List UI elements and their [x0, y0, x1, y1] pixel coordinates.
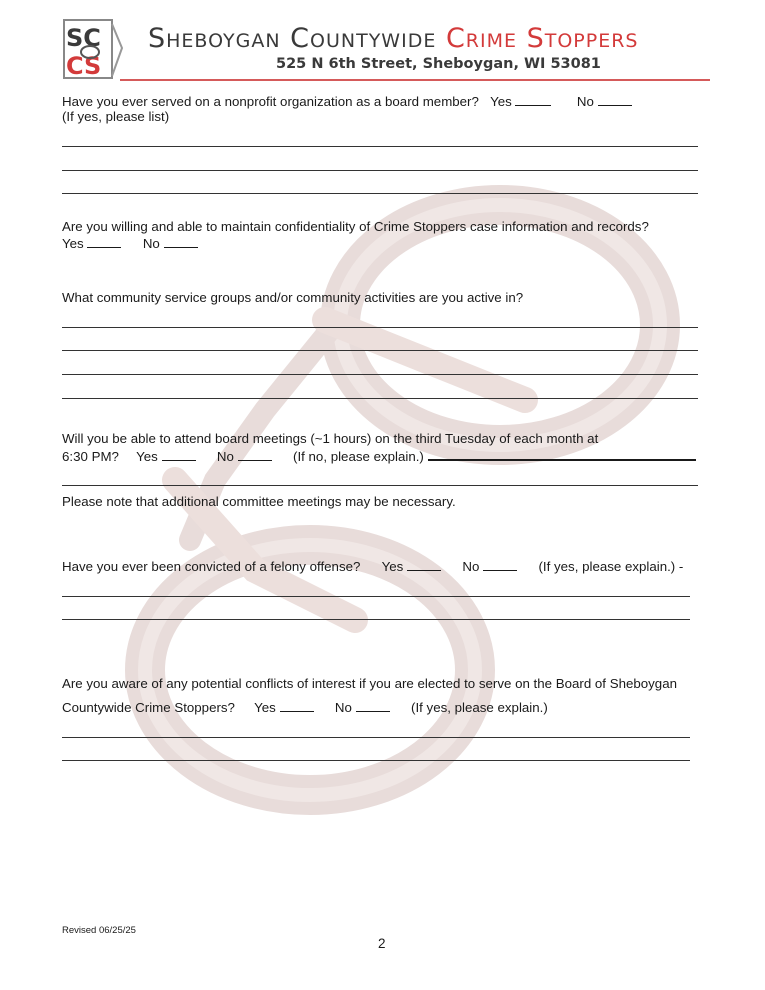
answer-line[interactable] [62, 398, 698, 399]
answer-line[interactable] [62, 760, 690, 761]
meetings-no-label: No [216, 449, 234, 464]
community-question: What community service groups and/or community activities are you active in? [62, 290, 524, 305]
confidentiality-yes-blank[interactable] [87, 235, 121, 248]
svg-text:SC: SC [66, 24, 101, 52]
organization-name [148, 24, 638, 54]
meetings-explain-blank[interactable] [428, 447, 696, 461]
meetings-yes-blank[interactable] [162, 448, 196, 461]
answer-line[interactable] [62, 737, 690, 738]
conflicts-note: (If yes, please explain.) [411, 700, 548, 715]
felony-no-blank[interactable] [483, 558, 517, 571]
meetings-yes-label: Yes [136, 449, 158, 464]
conflicts-yes-label: Yes [254, 700, 276, 715]
board-member-no-label: No [576, 94, 594, 109]
meetings-note: (If no, please explain.) [293, 449, 424, 464]
meetings-no-blank[interactable] [238, 448, 272, 461]
answer-line[interactable] [62, 327, 698, 328]
revision-date: Revised 06/25/25 [62, 925, 136, 936]
felony-no-label: No [462, 559, 480, 574]
sccs-logo [62, 18, 126, 82]
board-member-yes-label: Yes [490, 94, 512, 109]
organization-address: 525 N 6th Street, Sheboygan, WI 53081 [276, 56, 601, 72]
answer-line[interactable] [62, 170, 698, 171]
answer-line[interactable] [62, 193, 698, 194]
answer-line[interactable] [62, 350, 698, 351]
answer-line[interactable] [62, 485, 698, 486]
answer-line[interactable] [62, 374, 698, 375]
confidentiality-no-blank[interactable] [164, 235, 198, 248]
felony-text: Have you ever been convicted of a felony offense? [62, 559, 361, 574]
answer-line[interactable] [62, 619, 690, 620]
letterhead [62, 18, 712, 83]
confidentiality-options [62, 235, 198, 252]
answer-line[interactable] [62, 146, 698, 147]
meetings-additional-note: Please note that additional committee meetings may be necessary. [62, 494, 456, 509]
board-member-no-blank[interactable] [598, 93, 632, 106]
conflicts-no-blank[interactable] [356, 699, 390, 712]
org-name-part1: Sheboygan Countywide [148, 23, 437, 54]
meetings-options [62, 447, 696, 465]
confidentiality-yes-label: Yes [62, 236, 84, 251]
conflicts-text2: Countywide Crime Stoppers? [62, 700, 235, 715]
board-member-question [62, 93, 632, 110]
page-number: 2 [378, 936, 386, 951]
conflicts-options [62, 699, 548, 716]
board-member-text: Have you ever served on a nonprofit organization as a board member? [62, 94, 479, 109]
confidentiality-question: Are you willing and able to maintain confidentiality of Crime Stoppers case information and records? [62, 219, 649, 234]
felony-note: (If yes, please explain.) - [538, 559, 684, 574]
confidentiality-no-label: No [142, 236, 160, 251]
felony-question [62, 558, 683, 575]
org-name-part2: Crime Stoppers [445, 23, 639, 54]
felony-yes-label: Yes [381, 559, 404, 574]
meetings-time: 6:30 PM? [62, 449, 119, 464]
svg-text:CS: CS [66, 52, 102, 80]
meetings-question: Will you be able to attend board meetings (~1 hours) on the third Tuesday of each month at [62, 431, 599, 446]
board-member-note: (If yes, please list) [62, 109, 170, 124]
conflicts-question: Are you aware of any potential conflicts of interest if you are elected to serve on the Board of Sheboygan [62, 676, 677, 691]
answer-line[interactable] [62, 596, 690, 597]
conflicts-no-label: No [334, 700, 352, 715]
felony-yes-blank[interactable] [407, 558, 441, 571]
header-divider [120, 79, 710, 81]
board-member-yes-blank[interactable] [515, 93, 551, 106]
conflicts-yes-blank[interactable] [280, 699, 314, 712]
